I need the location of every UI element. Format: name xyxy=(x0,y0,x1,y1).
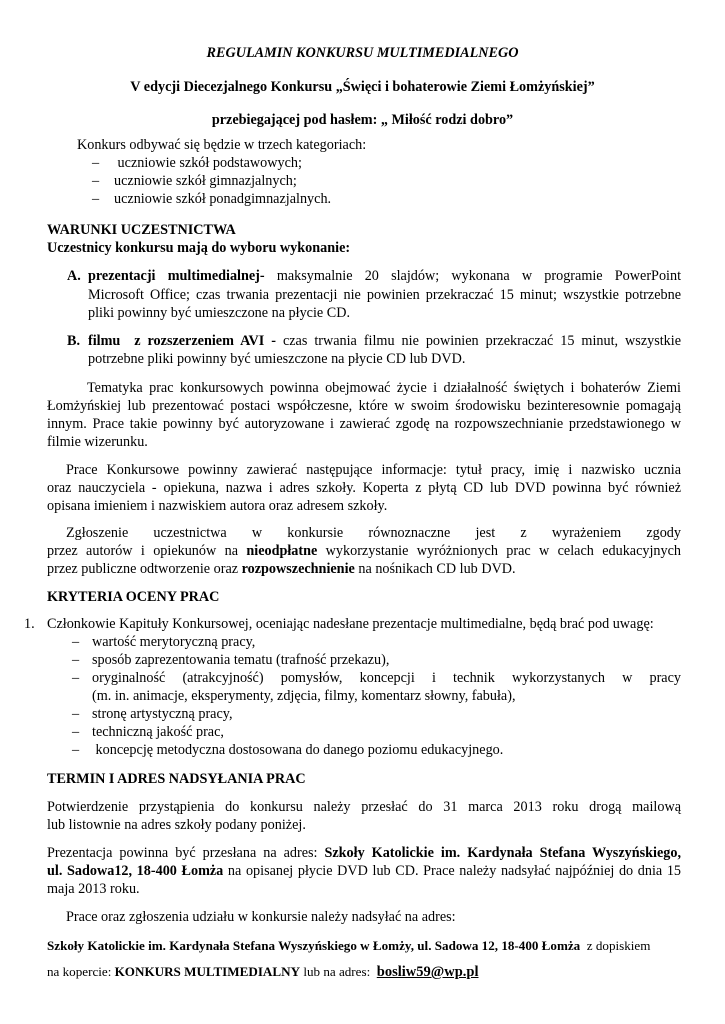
option-b-line: potrzebne pliki powinny być umieszczone na płycie CD lub DVD. xyxy=(88,351,466,367)
option-b-title: filmu z rozszerzeniem AVI - xyxy=(88,333,276,349)
dash-bullet: – xyxy=(72,724,80,740)
paragraph-line xyxy=(47,560,516,579)
address-line xyxy=(47,937,681,956)
paragraph-line xyxy=(47,542,681,561)
contest-edition-subtitle: V edycji Diecezjalnego Konkursu „Święci i bohaterowie Ziemi Łomżyńskiej” xyxy=(130,79,595,95)
criteria-item: koncepcję metodyczna dostosowana do danego poziomu edukacyjnego. xyxy=(92,742,504,758)
address-intro: Prace oraz zgłoszenia udziału w konkursie należy nadsyłać na adres: xyxy=(66,909,456,925)
document-title: REGULAMIN KONKURSU MULTIMEDIALNEGO xyxy=(206,45,519,61)
list-number: 1. xyxy=(24,616,35,632)
text-run: wykorzystanie wyróżnionych prac w celach edukacyjnych xyxy=(325,543,681,559)
text-run-bold: nieodpłatne xyxy=(246,543,318,559)
paragraph-line: lub listownie na adres szkoły podany poniżej. xyxy=(47,817,306,833)
dash-bullet: – xyxy=(92,173,100,189)
option-b-text: czas trwania filmu nie powinien przekraczać 15 minut, wszystkie xyxy=(282,333,682,349)
criteria-item-continuation: (m. in. animacje, eksperymenty, zdjęcia, filmy, komentarz słowny, fabuła), xyxy=(92,688,516,704)
text-run: na kopercie: xyxy=(47,964,112,979)
dash-bullet: – xyxy=(72,706,80,722)
option-a-title: prezentacji multimedialnej- xyxy=(88,268,265,284)
dash-bullet: – xyxy=(72,652,80,668)
dash-bullet: – xyxy=(72,634,80,650)
text-run: na opisanej płycie DVD lub CD. Prace należy nadsyłać najpóźniej do dnia 15 xyxy=(227,863,682,879)
paragraph-line xyxy=(47,844,681,863)
option-b-line xyxy=(88,332,681,351)
criteria-item: sposób zaprezentowania tematu (trafność przekazu), xyxy=(92,652,390,668)
section-heading-participation: WARUNKI UCZESTNICTWA xyxy=(47,222,236,238)
category-item: uczniowie szkół podstawowych; xyxy=(114,155,302,171)
criteria-item: oryginalność (atrakcyjność) pomysłów, koncepcji i technik wykorzystanych w pracy xyxy=(92,670,681,686)
paragraph-line xyxy=(47,862,681,881)
dash-bullet: – xyxy=(72,742,80,758)
text-run-bold: ul. Sadowa12, 18-400 Łomża xyxy=(47,863,224,879)
text-run: przez autorów i opiekunów na xyxy=(47,543,238,559)
option-a-text: maksymalnie 20 slajdów; wykonana w programie PowerPoint xyxy=(276,268,682,284)
paragraph-line: Prace Konkursowe powinny zawierać następujące informacje: tytuł pracy, imię i nazwisko ucznia xyxy=(66,462,681,478)
paragraph-line: maja 2013 roku. xyxy=(47,881,140,897)
category-item: uczniowie szkół gimnazjalnych; xyxy=(114,173,297,189)
option-marker: B. xyxy=(67,333,81,349)
dash-bullet: – xyxy=(92,155,100,171)
paragraph-line: Tematyka prac konkursowych powinna obejmować życie i działalność świętych i bohaterów Ziemi xyxy=(87,380,681,396)
email-link[interactable]: bosliw59@wp.pl xyxy=(376,964,479,980)
envelope-line xyxy=(47,963,479,982)
criteria-intro: Członkowie Kapituły Konkursowej, oceniając nadesłane prezentacje multimedialne, będą brać pod uwagę: xyxy=(47,616,654,632)
text-run: lub na adres: xyxy=(303,964,371,979)
categories-intro: Konkurs odbywać się będzie w trzech kategoriach: xyxy=(77,137,367,153)
option-a-line xyxy=(88,267,681,286)
paragraph-line: Potwierdzenie przystąpienia do konkursu należy przesłać do 31 marca 2013 roku drogą mailową xyxy=(47,799,681,815)
option-marker: A. xyxy=(67,268,81,284)
text-run-bold: rozpowszechnienie xyxy=(241,561,355,577)
participation-lead: Uczestnicy konkursu mają do wyboru wykonanie: xyxy=(47,240,351,256)
paragraph-line: opisana imieniem i nazwiskiem autora oraz adresem szkoły. xyxy=(47,498,388,514)
text-run: z dopiskiem xyxy=(586,938,651,953)
criteria-item: stronę artystyczną pracy, xyxy=(92,706,233,722)
option-a-line: Microsoft Office; czas trwania prezentacji nie powinien przekraczać 15 minut; wszystkie potrzebne xyxy=(88,287,681,303)
paragraph-line: Zgłoszenie uczestnictwa w konkursie równoznaczne jest z wyrażeniem zgody xyxy=(66,525,681,541)
envelope-label: KONKURS MULTIMEDIALNY xyxy=(114,964,301,979)
text-run: Prezentacja powinna być przesłana na adres: xyxy=(47,845,318,861)
paragraph-line: innym. Prace takie powinny być autoryzowane i zawierać zgodę na rozpowszechnianie przedstawionego w xyxy=(47,416,681,432)
text-run-bold: Szkoły Katolickie im. Kardynała Stefana Wyszyńskiego, xyxy=(324,845,681,861)
text-run: na nośnikach CD lub DVD. xyxy=(358,561,516,577)
criteria-item: wartość merytoryczną pracy, xyxy=(92,634,256,650)
option-a-line: pliki powinny być umieszczone na płycie CD. xyxy=(88,305,351,321)
contest-motto-subtitle: przebiegającej pod hasłem: „ Miłość rodzi dobro” xyxy=(211,112,514,128)
section-heading-deadline: TERMIN I ADRES NADSYŁANIA PRAC xyxy=(47,771,306,787)
school-address: Szkoły Katolickie im. Kardynała Stefana Wyszyńskiego w Łomży, ul. Sadowa 12, 18-400 Łomża xyxy=(47,938,581,953)
dash-bullet: – xyxy=(92,191,100,207)
category-item: uczniowie szkół ponadgimnazjalnych. xyxy=(114,191,332,207)
criteria-item: techniczną jakość prac, xyxy=(92,724,224,740)
text-run: przez publiczne odtworzenie oraz xyxy=(47,561,239,577)
paragraph-line: Łomżyńskiej lub prezentować postaci współczesne, które w swoim środowisku bezinteresownie pomagają xyxy=(47,398,681,414)
paragraph-line: oraz nauczyciela - opiekuna, nazwa i adres szkoły. Koperta z płytą CD lub DVD powinna być również xyxy=(47,480,681,496)
paragraph-line: filmie wizerunku. xyxy=(47,434,148,450)
dash-bullet: – xyxy=(72,670,80,686)
section-heading-criteria: KRYTERIA OCENY PRAC xyxy=(47,589,220,605)
